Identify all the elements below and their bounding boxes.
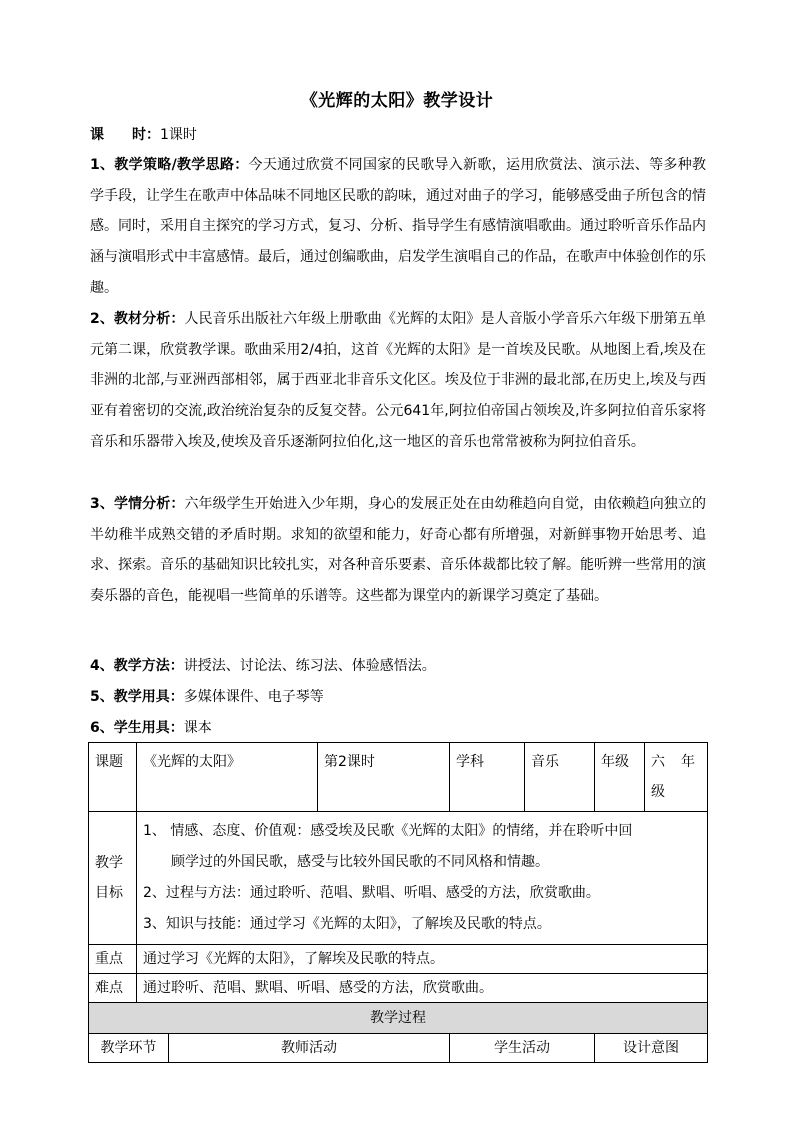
tools-body: 多媒体课件、电子琴等 (183, 689, 324, 705)
grade-label: 年级 (595, 743, 645, 812)
lesson-table (88, 742, 708, 1063)
table-row (89, 974, 708, 1003)
class-time-label: 课 时： (90, 127, 160, 143)
tools-line (90, 686, 324, 706)
section-heading: 1、教学策略/教学思路： (90, 157, 249, 173)
class-time-line (90, 124, 197, 144)
section-body: 今天通过欣赏不同国家的民歌导入新歌，运用欣赏法、演示法、等多种教学手段，让学生在歌声中体品味不同地区民歌的韵味，通过对曲子的学习，能够感受曲子所包含的情感。同时，采用自主探究的学习方式，复习、分析、指导学生有感情演唱歌曲。通过聆听音乐作品内涵与演唱形式中丰富感情。最后，通过创编歌曲，启发学生演唱自己的作品，在歌声中体验创作的乐趣。 (90, 157, 707, 296)
student-tools-line (90, 717, 212, 737)
section-material-analysis (90, 304, 706, 458)
table-row (89, 743, 708, 812)
section-body: 六年级学生开始进入少年期，身心的发展正处在由幼稚趋向自觉，由依赖趋向独立的半幼稚半成熟交错的矛盾时期。求知的欲望和能力，好奇心都有所增强，对新鲜事物开始思考、追求、探索。音乐的基础知识比较扎实，对各种音乐要素、音乐体裁都比较了解。能听辨一些常用的演奏乐器的音色，能视唱一些简单的乐谱等。这些都为课堂内的新课学习奠定了基础。 (90, 496, 706, 605)
student-tools-body: 课本 (183, 720, 212, 736)
goal-item: 3、知识与技能：通过学习《光辉的太阳》，了解埃及民歌的特点。 (143, 916, 551, 932)
key-value: 通过学习《光辉的太阳》，了解埃及民歌的特点。 (137, 945, 708, 974)
class-time-value: 1课时 (160, 127, 197, 143)
student-tools-heading: 6、学生用具： (90, 720, 184, 736)
page-title: 《光辉的太阳》教学设计 (300, 91, 494, 111)
difficulty-label: 难点 (89, 974, 137, 1003)
topic-value: 《光辉的太阳》 (137, 743, 318, 812)
table-row (89, 1003, 708, 1034)
difficulty-value: 通过聆听、范唱、默唱、听唱、感受的方法，欣赏歌曲。 (137, 974, 708, 1003)
section-strategy (90, 150, 706, 304)
grade-value: 六 年级 (645, 743, 708, 812)
section-student-analysis (90, 489, 706, 612)
methods-line (90, 655, 436, 675)
topic-label: 课题 (89, 743, 137, 812)
key-label: 重点 (89, 945, 137, 974)
methods-heading: 4、教学方法： (90, 658, 184, 674)
lesson-value: 第2课时 (318, 743, 450, 812)
section-body: 人民音乐出版社六年级上册歌曲《光辉的太阳》是人音版小学音乐六年级下册第五单元第二课，欣赏教学课。歌曲采用2/4拍，这首《光辉的太阳》是一首埃及民歌。从地图上看,埃及在非洲的北部,与亚洲西部相邻，属于西亚北非音乐文化区。埃及位于非洲的最北部,在历史上,埃及与西亚有着密切的交流,政治统治复杂的反复交替。公元641年,阿拉伯帝国占领埃及,许多阿拉伯音乐家将音乐和乐器带入埃及,使埃及音乐逐渐阿拉伯化,这一地区的音乐也常常被称为阿拉伯音乐。 (90, 311, 706, 450)
goal-item: 顾学过的外国民歌，感受与比较外国民歌的不同风格和情趣。 (171, 854, 549, 870)
process-col-intent: 设计意图 (595, 1034, 708, 1063)
process-header: 教学过程 (89, 1003, 708, 1034)
process-col-teacher: 教师活动 (169, 1034, 450, 1063)
process-col-stage: 教学环节 (89, 1034, 169, 1063)
table-row (89, 1034, 708, 1063)
goals-cell (137, 812, 708, 945)
goals-label: 教学目标 (89, 812, 137, 945)
section-heading: 3、学情分析： (90, 496, 185, 512)
subject-label: 学科 (450, 743, 525, 812)
table-row (89, 812, 708, 945)
process-col-student: 学生活动 (450, 1034, 595, 1063)
methods-body: 讲授法、讨论法、练习法、体验感悟法。 (183, 658, 436, 674)
goal-item: 2、过程与方法：通过聆听、范唱、默唱、听唱、感受的方法，欣赏歌曲。 (143, 885, 600, 901)
goal-item: 1、 情感、态度、价值观：感受埃及民歌《光辉的太阳》的情绪，并在聆听中回 (143, 823, 633, 839)
table-row (89, 945, 708, 974)
subject-value: 音乐 (525, 743, 595, 812)
section-heading: 2、教材分析： (90, 311, 185, 327)
tools-heading: 5、教学用具： (90, 689, 184, 705)
